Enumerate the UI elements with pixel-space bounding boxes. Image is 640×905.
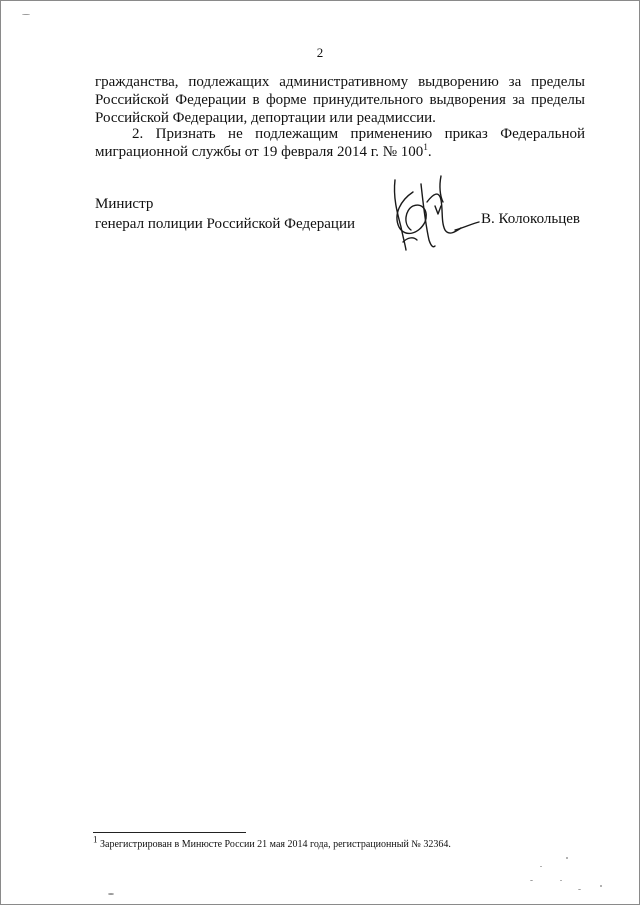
scan-speck xyxy=(22,14,30,15)
scan-speck xyxy=(540,866,542,867)
signatory-title xyxy=(95,194,355,234)
paragraph-2-line-1 xyxy=(95,125,585,143)
paragraph-2 xyxy=(95,125,585,161)
signatory-name: В. Колокольцев xyxy=(481,211,580,227)
paragraph-2-line-1-text: 2. Признать не подлежащим применению приказ Федеральной xyxy=(132,126,585,142)
scan-speck xyxy=(578,889,581,890)
footnote-reference[interactable]: 1 xyxy=(423,142,428,152)
paragraph-2-line-2-text: миграционной службы от 19 февраля 2014 г. № 100 xyxy=(95,144,424,160)
scan-speck xyxy=(530,880,533,881)
paragraph-1 xyxy=(95,73,585,127)
page-number: 2 xyxy=(316,45,324,60)
paragraph-1-line-3: Российской Федерации, депортации или реадмиссии. xyxy=(95,110,436,126)
signatory-title-line-2: генерал полиции Российской Федерации xyxy=(95,216,356,232)
footnote-text: Зарегистрирован в Минюсте России 21 мая 2014 года, регистрационный № 32364. xyxy=(100,839,451,850)
paragraph-2-period: . xyxy=(427,144,432,160)
scan-speck xyxy=(560,880,562,881)
scan-speck xyxy=(566,857,568,859)
footnote-marker: 1 xyxy=(93,834,98,845)
paragraph-1-line-1: гражданства, подлежащих административному выдворению за пределы xyxy=(95,74,585,90)
footnote xyxy=(93,834,451,851)
scan-speck xyxy=(108,893,114,895)
handwritten-signature xyxy=(383,172,483,257)
signatory-title-line-1: Министр xyxy=(95,196,154,212)
footnote-separator xyxy=(93,832,246,833)
paragraph-2-line-2 xyxy=(95,143,585,161)
paragraph-1-line-2: Российской Федерации в форме принудительного выдворения за пределы xyxy=(95,92,585,108)
scan-speck xyxy=(600,885,602,887)
